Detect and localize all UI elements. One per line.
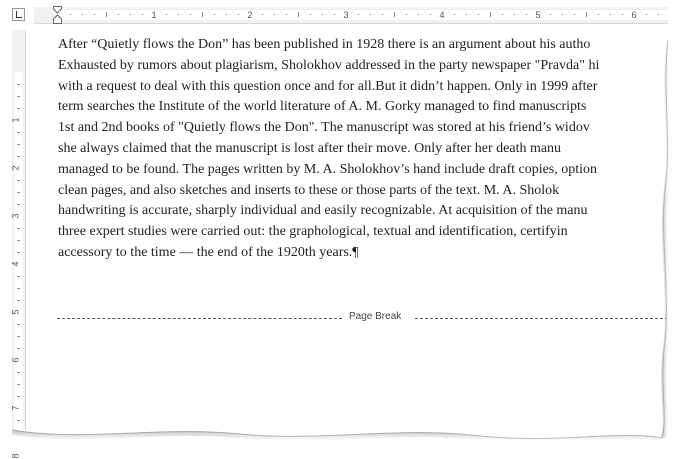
ruler-tick (17, 384, 20, 385)
ruler-tick (298, 12, 299, 17)
page-break-line (57, 318, 342, 319)
ruler-number: 1 (10, 117, 21, 123)
ruler-tick (310, 14, 311, 15)
ruler-number: 3 (10, 213, 21, 219)
text-line: handwriting is accurate, sharply individual and easily recognizable. At acquisition of the manu (58, 203, 588, 219)
ruler-text-area (14, 72, 23, 430)
text-line: managed to be found. The pages written by M. A. Sholokhov’s hand include draft copies, option (58, 161, 598, 177)
ruler-tick (70, 14, 71, 15)
ruler-tick (274, 14, 275, 15)
ruler-tick (94, 14, 95, 15)
ruler-number: 5 (535, 10, 541, 20)
ruler-tick (454, 14, 455, 15)
ruler-tick (106, 12, 107, 17)
text-line: Exhausted by rumors about plagiarism, Sholokhov addressed in the party newspaper "Pravda" hi (58, 57, 600, 73)
ruler-tick (214, 14, 215, 15)
ruler-number: 1 (151, 10, 157, 20)
text-line: accessory to the time — the end of the 1920th years.¶ (58, 244, 359, 260)
ruler-tick (17, 96, 20, 97)
ruler-tick (17, 324, 20, 325)
ruler-tick (190, 14, 191, 15)
page-break-line (415, 318, 668, 319)
ruler-tick (166, 14, 167, 15)
ruler-tick (17, 108, 20, 109)
ruler-tick (17, 228, 20, 229)
ruler-number: 4 (439, 10, 445, 20)
ruler-tick (17, 84, 20, 85)
ruler-tick (622, 14, 623, 15)
tab-stop-selector[interactable] (12, 8, 25, 21)
text-line: After “Quietly flows the Don” has been published in 1928 there is an argument about his autho (58, 37, 591, 52)
ruler-tick (226, 14, 227, 15)
ruler-tick (17, 420, 20, 421)
ruler-tick (17, 132, 20, 133)
ruler-tick (178, 14, 179, 15)
ruler-tick (658, 14, 659, 15)
horizontal-ruler[interactable] (34, 7, 668, 24)
text-line: with a request to deal with this question once and for all.But it didn’t happen. Only in 1999 after (58, 78, 598, 94)
ruler-tick (17, 204, 20, 205)
text-line: she always claimed that the manuscript is lost after their move. Only after her death manu (58, 140, 562, 156)
text-line: term searches the Institute of the world literature of A. M. Gorky managed to find manuscripts (58, 99, 587, 115)
ruler-tick (17, 300, 20, 301)
ruler-tick (17, 180, 20, 181)
ruler-tick (370, 14, 371, 15)
ruler-tick (502, 14, 503, 15)
ruler-tick (17, 156, 20, 157)
ruler-tick (238, 14, 239, 15)
ruler-tick (17, 144, 20, 145)
ruler-tick (17, 336, 20, 337)
ruler-number: 2 (247, 10, 253, 20)
ruler-tick (130, 14, 131, 15)
ruler-tick (322, 14, 323, 15)
ruler-tick (262, 14, 263, 15)
ruler-tick (118, 14, 119, 15)
text-line: 1st and 2nd books of "Quietly flows the Don". The manuscript was stored at his friend’s widov (58, 120, 590, 136)
vertical-ruler[interactable] (10, 30, 26, 459)
ruler-tick (466, 14, 467, 15)
ruler-tick (334, 14, 335, 15)
ruler-tick (418, 14, 419, 15)
ruler-tick (586, 12, 587, 17)
ruler-tick (286, 14, 287, 15)
ruler-tick (574, 14, 575, 15)
text-line: three expert studies were carried out: the graphological, textual and identification, certifyin (58, 224, 568, 240)
ruler-tick (358, 14, 359, 15)
ruler-number: 4 (10, 261, 21, 267)
document-body[interactable] (58, 35, 666, 264)
ruler-tick (17, 396, 20, 397)
ruler-tick (430, 14, 431, 15)
ruler-tick (17, 240, 20, 241)
ruler-tick (382, 14, 383, 15)
ruler-text-area (58, 10, 668, 20)
indent-marker-icon[interactable] (53, 6, 62, 24)
ruler-tick (610, 14, 611, 15)
ruler-tick (17, 372, 20, 373)
ruler-tick (478, 14, 479, 15)
ruler-tick (526, 14, 527, 15)
ruler-tick (17, 276, 20, 277)
ruler-number: 2 (10, 165, 21, 171)
ruler-tick (142, 14, 143, 15)
left-tab-icon (16, 11, 22, 18)
ruler-tick (406, 14, 407, 15)
ruler-tick (82, 14, 83, 15)
ruler-tick (490, 12, 491, 17)
ruler-number: 6 (631, 10, 637, 20)
ruler-tick (514, 14, 515, 15)
ruler-number: 5 (10, 309, 21, 315)
page-break-label: Page Break (349, 311, 402, 322)
ruler-number: 8 (10, 453, 21, 459)
ruler-tick (17, 348, 20, 349)
page-break[interactable] (57, 311, 668, 325)
ruler-tick (17, 192, 20, 193)
text-line: clean pages, and also sketches and inserts to these or those parts of the text. M. A. Sholok (58, 182, 560, 198)
ruler-number: 6 (10, 357, 21, 363)
ruler-tick (562, 14, 563, 15)
ruler-tick (598, 14, 599, 15)
ruler-tick (17, 252, 20, 253)
ruler-tick (394, 12, 395, 17)
ruler-tick (17, 288, 20, 289)
ruler-tick (550, 14, 551, 15)
ruler-number: 7 (10, 405, 21, 411)
ruler-tick (202, 12, 203, 17)
ruler-tick (646, 14, 647, 15)
ruler-number: 3 (343, 10, 349, 20)
